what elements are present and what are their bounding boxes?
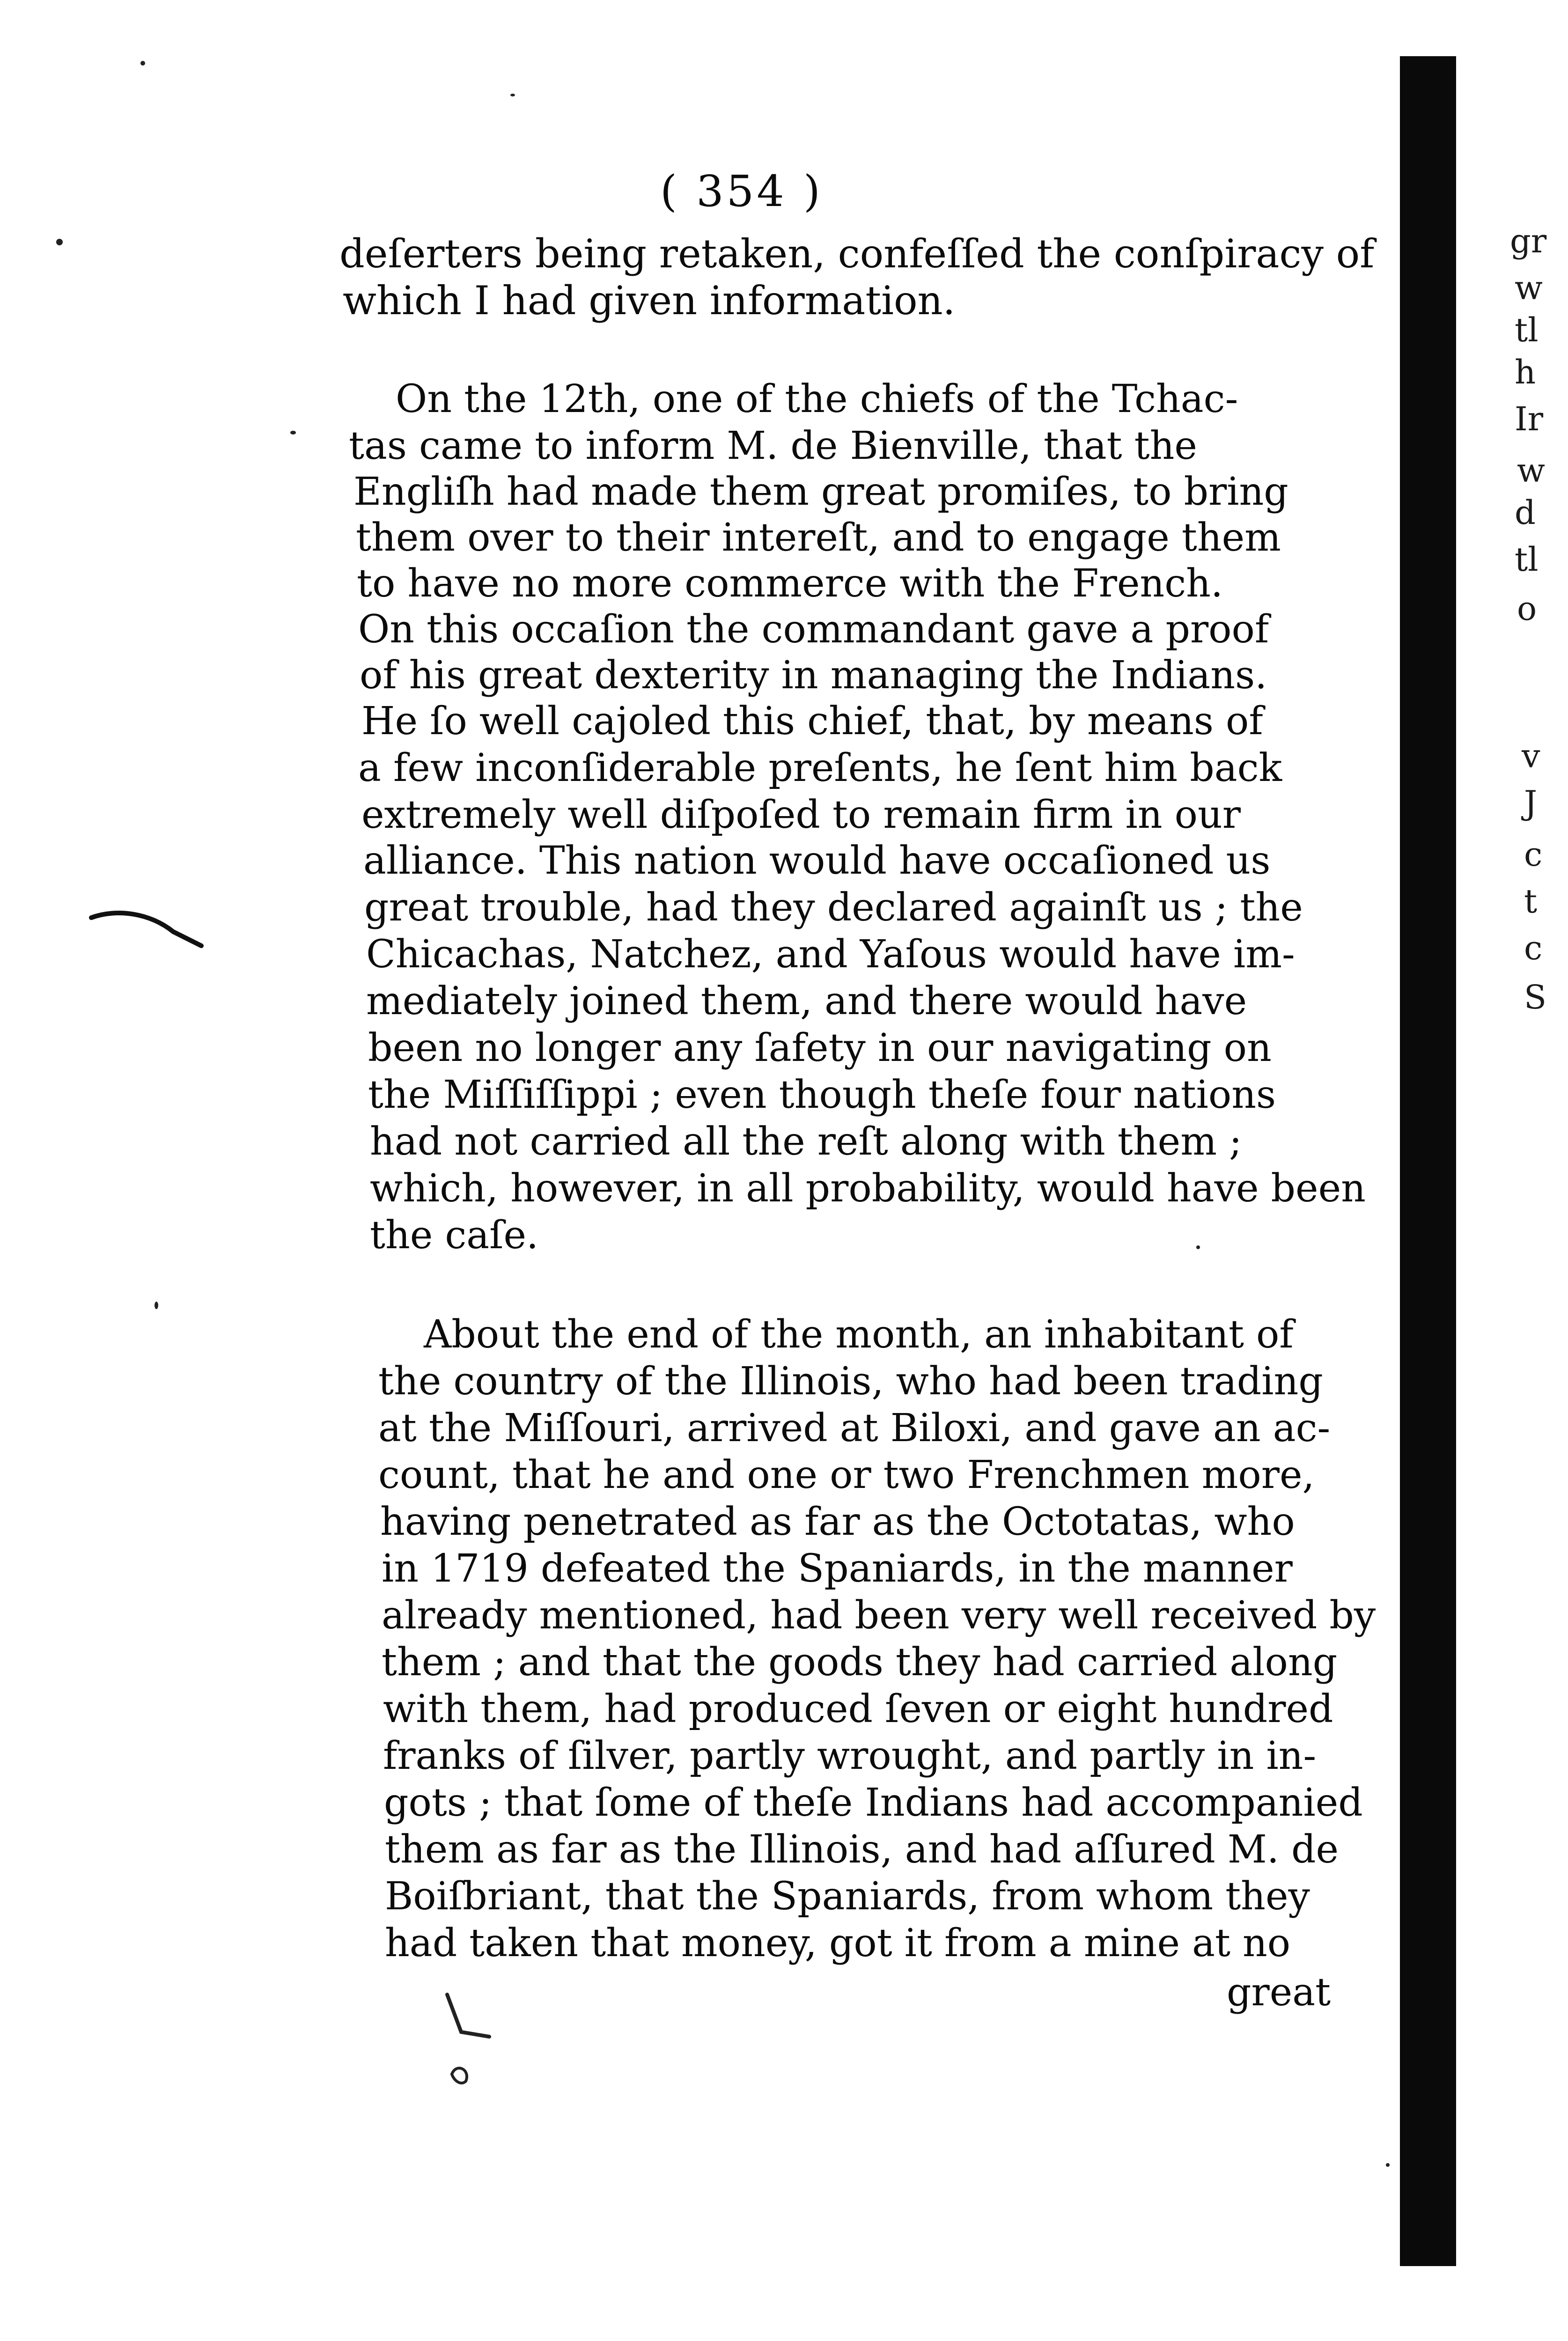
text-line: Engliſh had made them great promiſes, to bring bbox=[353, 470, 1288, 514]
facing-page-fragment: d bbox=[1515, 493, 1536, 532]
text-line: in 1719 defeated the Spaniards, in the manner bbox=[382, 1546, 1293, 1591]
text-line: them ; and that the goods they had carried along bbox=[382, 1640, 1338, 1685]
facing-page-fragment: c bbox=[1524, 835, 1543, 874]
text-line: franks of ſilver, partly wrought, and partly in in- bbox=[383, 1734, 1317, 1778]
catchword: great bbox=[1227, 1970, 1331, 2015]
text-line: been no longer any ſafety in our navigating on bbox=[368, 1026, 1272, 1070]
text-line: great trouble, had they declared againſt us ; the bbox=[364, 885, 1303, 930]
facing-page-fragment: gr bbox=[1510, 222, 1547, 260]
text-line: He ſo well cajoled this chief, that, by means of bbox=[361, 699, 1263, 744]
facing-page-fragment: J bbox=[1524, 784, 1538, 822]
text-line: Boiſbriant, that the Spaniards, from whom they bbox=[385, 1874, 1310, 1919]
ink-stroke-mark bbox=[442, 1990, 499, 2046]
ink-speck bbox=[140, 61, 145, 66]
text-line: count, that he and one or two Frenchmen more, bbox=[378, 1453, 1315, 1497]
text-line: of his great dexterity in managing the Indians. bbox=[360, 653, 1267, 698]
facing-page-fragment: S bbox=[1524, 978, 1546, 1016]
ink-speck bbox=[1196, 1245, 1200, 1249]
text-line: them as far as the Illinois, and had aſſured M. de bbox=[385, 1827, 1339, 1872]
text-line: On the 12th, one of the chiefs of the Tchac- bbox=[396, 377, 1238, 421]
ink-stroke-mark bbox=[89, 904, 211, 960]
facing-page-fragment: v bbox=[1522, 737, 1540, 775]
text-line: at the Miſſouri, arrived at Biloxi, and gave an ac- bbox=[378, 1406, 1331, 1450]
text-line: tas came to inform M. de Bienville, that the bbox=[349, 424, 1197, 468]
ink-speck bbox=[290, 431, 296, 434]
text-line: which I had given information. bbox=[343, 278, 956, 324]
text-line: with them, had produced ſeven or eight hundred bbox=[383, 1687, 1333, 1731]
facing-page-fragment: t bbox=[1524, 882, 1538, 920]
ink-speck bbox=[510, 94, 515, 96]
facing-page-fragment: h bbox=[1515, 353, 1536, 391]
ink-speck bbox=[56, 239, 63, 245]
ink-speck bbox=[155, 1302, 158, 1309]
facing-page-fragment: tl bbox=[1515, 311, 1539, 349]
text-line: mediately joined them, and there would have bbox=[366, 979, 1247, 1023]
text-line: deſerters being retaken, confeſſed the conſpiracy of bbox=[339, 231, 1375, 277]
text-line: the country of the Illinois, who had been trading bbox=[378, 1359, 1323, 1404]
text-line: had taken that money, got it from a mine at no bbox=[385, 1921, 1291, 1966]
text-line: a few inconſiderable preſents, he ſent him back bbox=[358, 746, 1282, 790]
facing-page-fragment: w bbox=[1515, 269, 1543, 307]
text-line: gots ; that ſome of theſe Indians had accompanied bbox=[384, 1781, 1363, 1825]
text-line: which, however, in all probability, would have been bbox=[370, 1166, 1366, 1211]
facing-page-fragment: Ir bbox=[1515, 400, 1544, 438]
ink-stroke-mark bbox=[447, 2060, 475, 2088]
ink-speck bbox=[1386, 2163, 1390, 2167]
facing-page-fragment: c bbox=[1524, 929, 1543, 967]
page-number: ( 354 ) bbox=[660, 166, 823, 216]
text-line: to have no more commerce with the French. bbox=[357, 561, 1223, 606]
facing-page-fragment: w bbox=[1517, 451, 1545, 490]
text-line: Chicachas, Natchez, and Yaſous would have im- bbox=[366, 932, 1295, 977]
text-line: having penetrated as far as the Octotatas, who bbox=[380, 1500, 1295, 1544]
text-line: On this occaſion the commandant gave a proof bbox=[358, 607, 1269, 652]
text-line: them over to their intereſt, and to engage them bbox=[356, 515, 1281, 560]
gutter-shadow bbox=[1400, 56, 1456, 2266]
text-line: the Miſſiſſippi ; even though theſe four nations bbox=[368, 1073, 1276, 1117]
text-line: extremely well diſpoſed to remain firm in our bbox=[361, 793, 1241, 837]
text-line: already mentioned, had been very well received by bbox=[382, 1593, 1376, 1638]
facing-page-fragment: o bbox=[1517, 589, 1537, 628]
text-line: About the end of the month, an inhabitant of bbox=[424, 1312, 1294, 1357]
text-line: alliance. This nation would have occaſioned us bbox=[363, 839, 1271, 883]
facing-page-fragment: tl bbox=[1515, 540, 1539, 579]
text-line: the caſe. bbox=[370, 1213, 539, 1258]
text-line: had not carried all the reſt along with them ; bbox=[370, 1119, 1242, 1164]
